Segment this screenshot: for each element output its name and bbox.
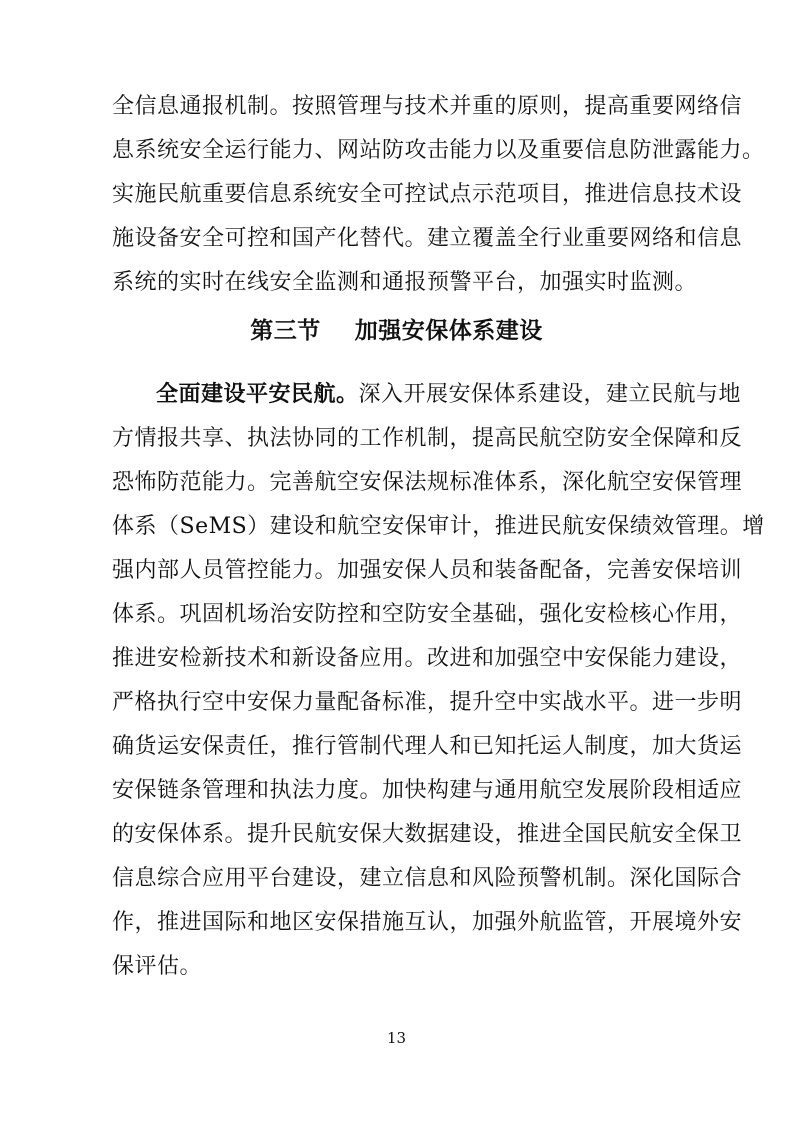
paragraph-line: 确货运安保责任，推行管制代理人和已知托运人制度，加大货运	[112, 734, 743, 759]
paragraph-lead: 全面建设平安民航。	[156, 382, 359, 407]
paragraph-line: 系统的实时在线安全监测和通报预警平台，加强实时监测。	[112, 270, 698, 295]
paragraph-line: 体系（SeMS）建设和航空安保审计，推进民航安保绩效管理。增	[112, 514, 765, 539]
paragraph-line: 的安保体系。提升民航安保大数据建设，推进全国民航安全保卫	[112, 822, 743, 847]
paragraph-line: 作，推进国际和地区安保措施互认，加强外航监管，开展境外安	[112, 910, 743, 935]
paragraph-line: 方情报共享、执法协同的工作机制，提高民航空防安全保障和反	[112, 426, 743, 451]
paragraph-line: 息系统安全运行能力、网站防攻击能力以及重要信息防泄露能力。	[112, 138, 765, 163]
paragraph-line: 推进安检新技术和新设备应用。改进和加强空中安保能力建设，	[112, 646, 743, 671]
paragraph-line: 实施民航重要信息系统安全可控试点示范项目，推进信息技术设	[112, 182, 743, 207]
paragraph-first-line-text: 深入开展安保体系建设，建立民航与地	[358, 382, 742, 407]
paragraph-line: 信息综合应用平台建设，建立信息和风险预警机制。深化国际合	[112, 866, 743, 891]
paragraph-first-line	[156, 380, 741, 410]
page-number: 13	[386, 1029, 407, 1047]
paragraph-line: 体系。巩固机场治安防控和空防安全基础，强化安检核心作用，	[112, 602, 743, 627]
paragraph-line: 强内部人员管控能力。加强安保人员和装备配备，完善安保培训	[112, 558, 743, 583]
paragraph-line: 严格执行空中安保力量配备标准，提升空中实战水平。进一步明	[112, 690, 743, 715]
paragraph-line: 全信息通报机制。按照管理与技术并重的原则，提高重要网络信	[112, 94, 743, 119]
section-heading: 第三节 加强安保体系建设	[250, 318, 543, 344]
paragraph-line: 保评估。	[112, 954, 203, 979]
paragraph-line: 安保链条管理和执法力度。加快构建与通用航空发展阶段相适应	[112, 778, 743, 803]
paragraph-line: 恐怖防范能力。完善航空安保法规标准体系，深化航空安保管理	[112, 470, 743, 495]
paragraph-line: 施设备安全可控和国产化替代。建立覆盖全行业重要网络和信息	[112, 226, 743, 251]
